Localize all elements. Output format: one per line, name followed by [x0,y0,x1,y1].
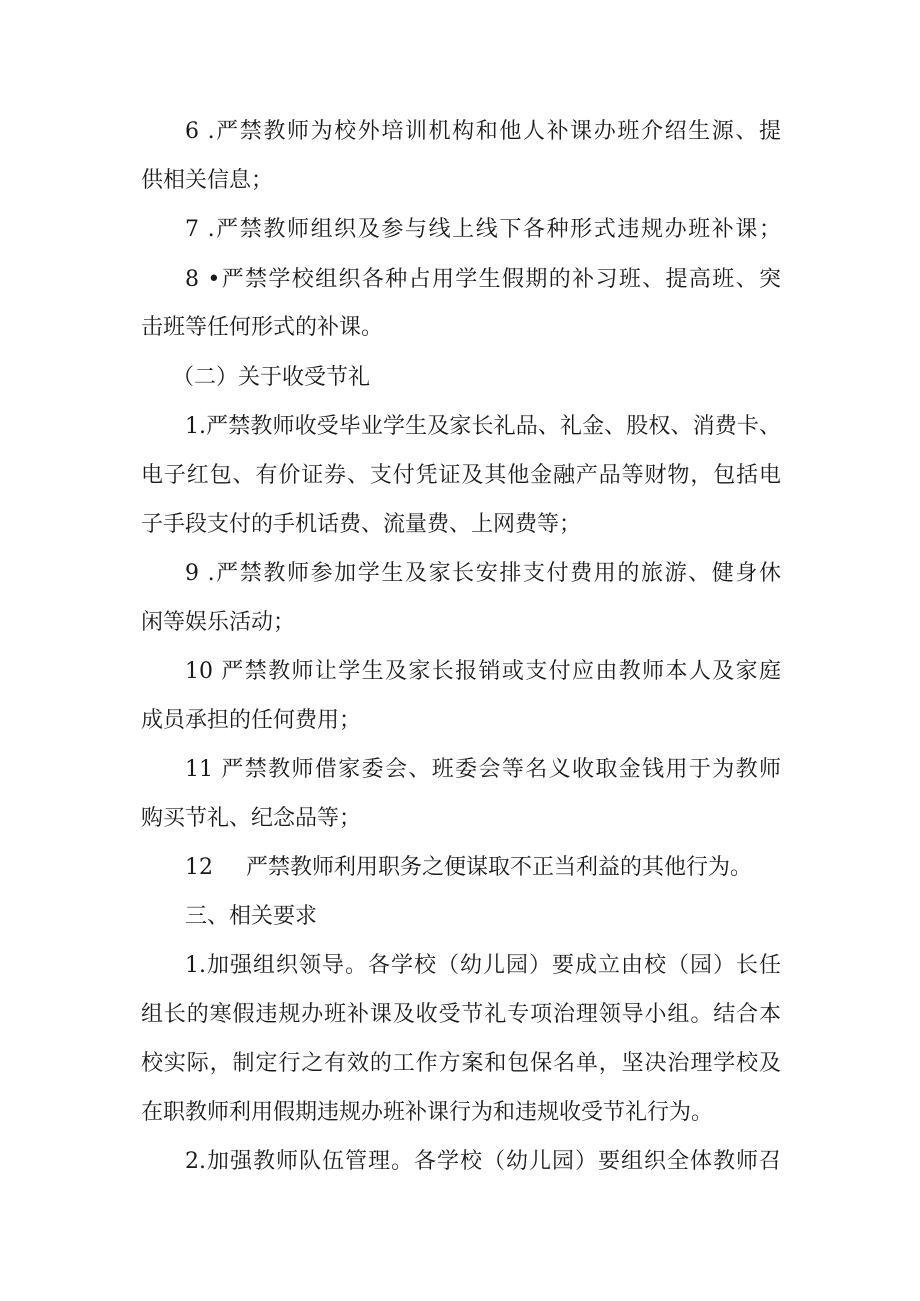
section-heading: 三、相关要求 [185,904,318,929]
paragraph-line: 9 .严禁教师参加学生及家长安排支付费用的旅游、健身休 [185,561,781,586]
paragraph-line: 供相关信息； [141,168,274,193]
paragraph-line: 击班等任何形式的补课。 [141,315,384,340]
paragraph-line: 11 严禁教师借家委会、班委会等名义收取金钱用于为教师 [185,757,781,782]
paragraph-line: 电子红包、有价证券、支付凭证及其他金融产品等财物，包括电 [141,463,781,488]
section-heading: （二）关于收受节礼 [172,365,371,390]
paragraph-line: 校实际，制定行之有效的工作方案和包保名单，坚决治理学校及 [141,1051,781,1076]
paragraph-line: 10 严禁教师让学生及家长报销或支付应由教师本人及家庭 [185,659,781,684]
paragraph-line: 1.加强组织领导。各学校（幼儿园）要成立由校（园）长任 [185,953,781,978]
paragraph-line: 2.加强教师队伍管理。各学校（幼儿园）要组织全体教师召 [185,1149,781,1174]
paragraph-line: 成员承担的任何费用； [141,708,362,733]
paragraph-line: 6 .严禁教师为校外培训机构和他人补课办班介绍生源、提 [185,119,781,144]
item-number: 12 [185,855,213,880]
paragraph-line: 1.严禁教师收受毕业学生及家长礼品、礼金、股权、消费卡、 [185,414,781,439]
paragraph-line: 子手段支付的手机话费、流量费、上网费等； [141,512,582,537]
paragraph-line: 组长的寒假违规办班补课及收受节礼专项治理领导小组。结合本 [141,1002,781,1027]
paragraph-line: 在职教师利用假期违规办班补课行为和违规收受节礼行为。 [141,1100,714,1125]
paragraph-line: 闲等娱乐活动； [141,610,296,635]
paragraph-line: 8 •严禁学校组织各种占用学生假期的补习班、提高班、突 [185,267,781,292]
paragraph-line: 严禁教师利用职务之便谋取不正当利益的其他行为。 [246,855,753,880]
paragraph-line: 7 .严禁教师组织及参与线上线下各种形式违规办班补课； [185,217,781,242]
paragraph-line: 购买节礼、纪念品等； [141,806,362,831]
